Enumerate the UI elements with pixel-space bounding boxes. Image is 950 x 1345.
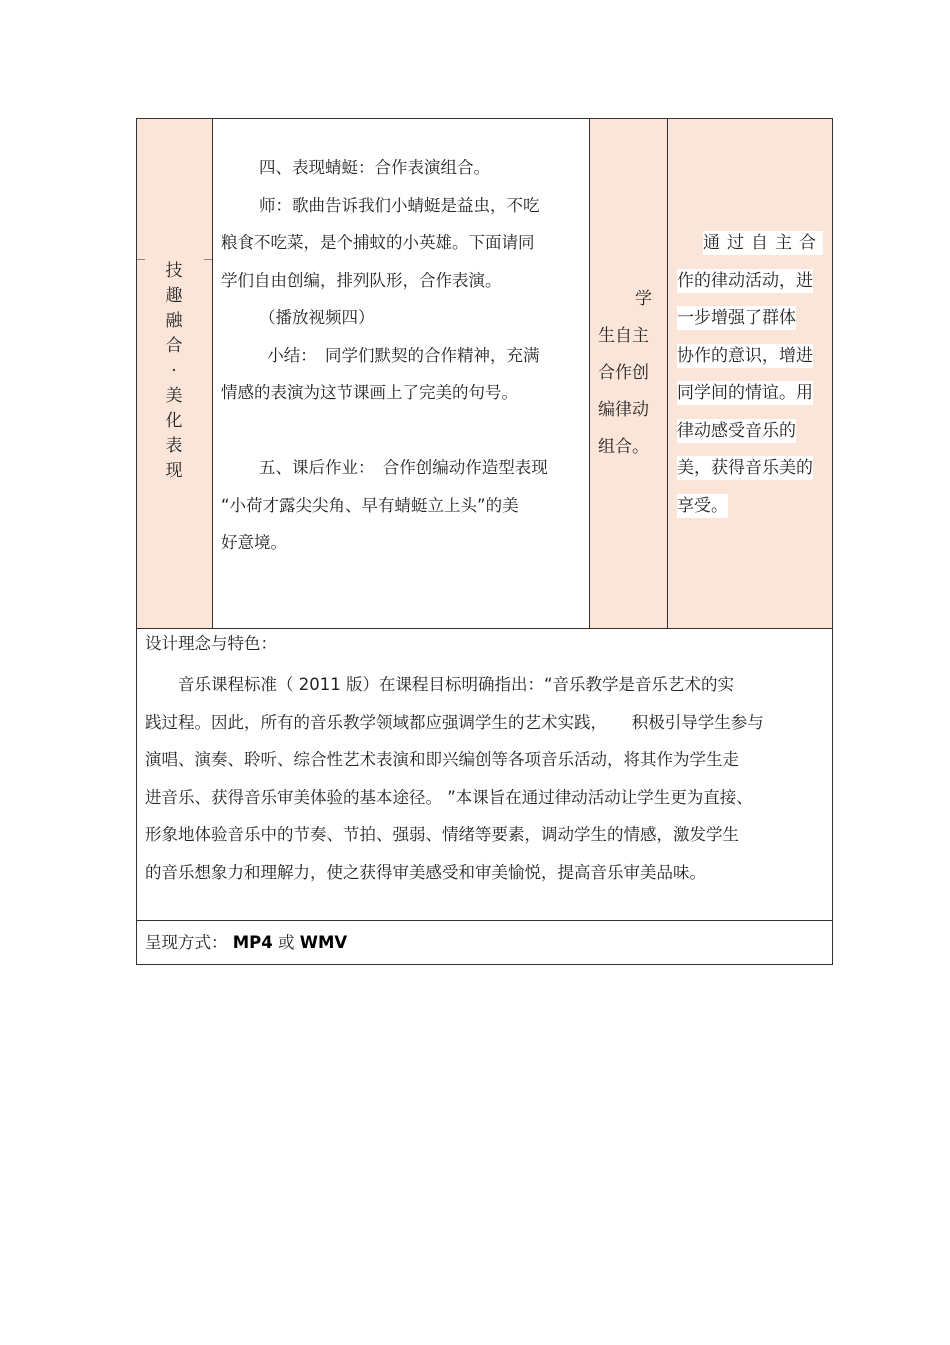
design-line: 进音乐、获得音乐审美体验的基本途径。 ”本课旨在通过律动活动让学生更为直接、 <box>145 787 753 807</box>
presentation-row <box>137 921 832 964</box>
format-mp4: MP4 <box>232 933 273 952</box>
student-line: 生自主 <box>598 326 649 346</box>
intent-line <box>677 413 825 451</box>
homework-line-cont: “小荷才露尖尖角、早有蜻蜓立上头”的美 <box>221 495 519 515</box>
stage-char: 美 <box>165 386 183 406</box>
student-activity-cell <box>590 119 668 628</box>
blank-line <box>221 412 577 450</box>
stage-char: 化 <box>165 411 183 431</box>
stage-char: 技 <box>165 261 183 281</box>
design-concept-title: 设计理念与特色： <box>145 634 277 653</box>
design-intent-cell <box>668 119 832 628</box>
right-tick-mark <box>204 259 212 260</box>
design-line: 践过程。因此，所有的音乐教学领域都应强调学生的艺术实践， 积极引导学生参与 <box>145 712 764 732</box>
intent-line-text: 通过自主合 <box>703 233 823 253</box>
student-line: 合作创 <box>598 363 649 383</box>
summary-line-cont: 情感的表演为这节课画上了完美的句号。 <box>221 383 518 402</box>
lesson-table <box>136 118 833 965</box>
teacher-line-cont: 粮食不吃菜，是个捕蚊的小英雄。下面请同 <box>221 233 535 252</box>
presentation-label: 呈现方式： <box>145 933 228 952</box>
format-connector: 或 <box>278 933 295 952</box>
intent-line-text: 一步增强了群体 <box>677 308 796 328</box>
design-line: 演唱、演奏、聆听、综合性艺术表演和即兴编创等各项音乐活动，将其作为学生走 <box>145 750 739 769</box>
summary-line: 小结： 同学们默契的合作精神，充满 <box>267 345 540 365</box>
activity-row <box>137 119 832 629</box>
stage-char: 融 <box>165 311 183 331</box>
design-concept-row <box>137 628 832 921</box>
intent-line <box>677 225 825 263</box>
intent-line <box>677 488 825 526</box>
intent-line-text: 享受。 <box>677 495 728 516</box>
design-concept-body <box>145 666 823 891</box>
intent-line-text: 律动感受音乐的 <box>677 420 796 441</box>
intent-line <box>677 263 825 301</box>
intent-line <box>677 375 825 413</box>
stage-char: 趣 <box>165 286 183 306</box>
intent-line <box>677 300 825 338</box>
student-line: 学 <box>635 289 652 309</box>
format-wmv: WMV <box>299 933 348 952</box>
stage-cell <box>137 119 213 628</box>
intent-line-text: 作的律动活动，进 <box>677 270 813 291</box>
teacher-line-cont: 学们自由创编，排列队形，合作表演。 <box>221 270 502 290</box>
intent-line <box>677 450 825 488</box>
student-activity-text <box>598 281 660 466</box>
intent-line-text: 美，获得音乐美的 <box>677 458 813 478</box>
teacher-line: 师：歌曲告诉我们小蜻蜓是益虫，不吃 <box>258 195 540 215</box>
student-line: 组合。 <box>598 437 649 457</box>
stage-char: 现 <box>165 461 183 481</box>
left-tick-mark <box>137 259 145 260</box>
teaching-content-text <box>221 149 577 562</box>
stage-char: 表 <box>165 436 183 456</box>
student-line: 编律动 <box>598 400 649 420</box>
stage-char: 合 <box>165 336 183 356</box>
stage-char: · <box>171 361 177 381</box>
design-line: 形象地体验音乐中的节奏、节拍、强弱、情绪等要素，调动学生的情感，激发学生 <box>145 825 739 844</box>
homework-heading: 五、课后作业： 合作创编动作造型表现 <box>258 458 548 477</box>
presentation-text <box>145 927 347 959</box>
design-intent-text <box>677 225 825 525</box>
design-line: 的音乐想象力和理解力，使之获得审美感受和审美愉悦，提高音乐审美品味。 <box>145 862 706 882</box>
section-four-heading: 四、表现蜻蜓：合作表演组合。 <box>258 158 490 177</box>
intent-line-text: 协作的意识，增进 <box>677 345 813 366</box>
stage-title <box>159 259 189 484</box>
teaching-content-cell <box>213 119 590 628</box>
video-note: （播放视频四） <box>258 308 375 327</box>
intent-line <box>677 338 825 376</box>
design-line: 音乐课程标准（ 2011 版）在课程目标明确指出：“音乐教学是音乐艺术的实 <box>145 675 735 694</box>
homework-line-cont: 好意境。 <box>221 533 287 552</box>
intent-line-text: 同学间的情谊。用 <box>677 383 813 403</box>
